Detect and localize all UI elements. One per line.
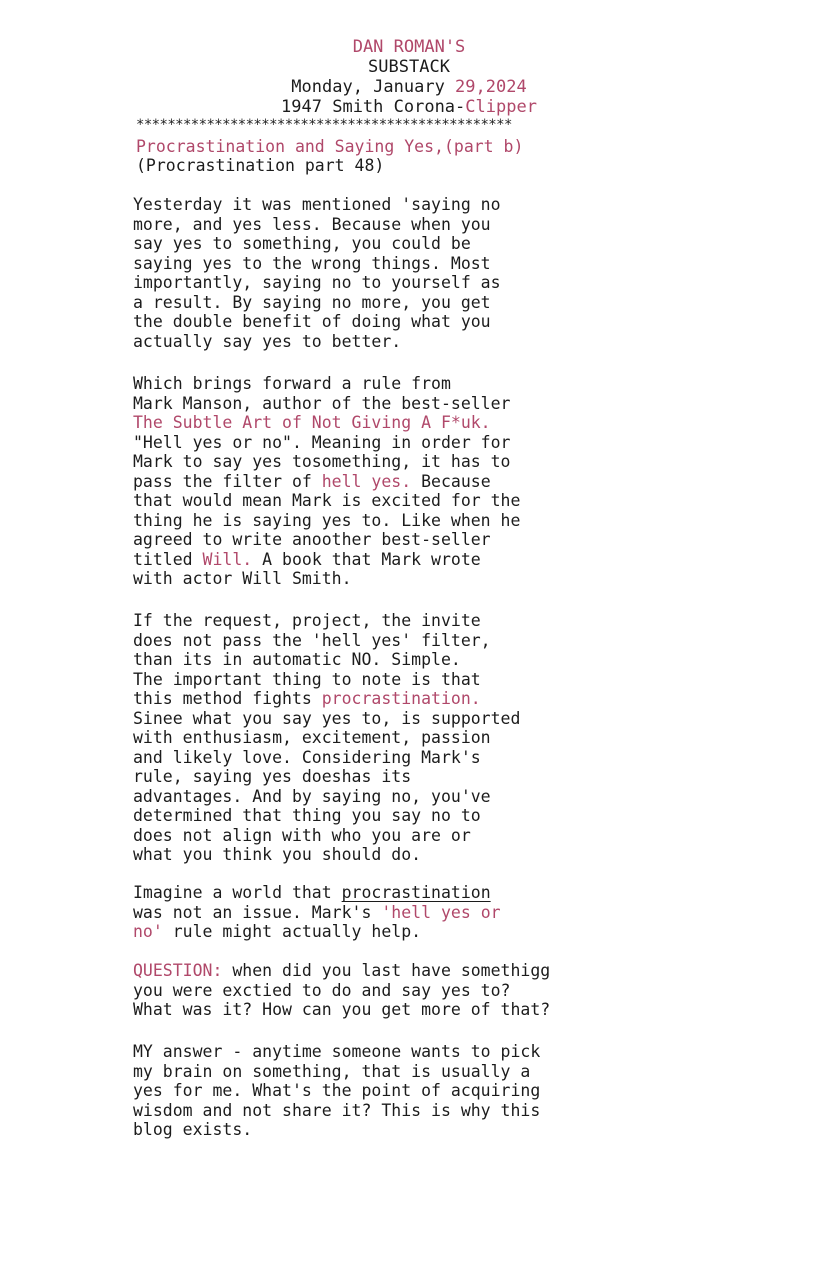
post-title-main: Procrastination and Saying Yes,(part b) <box>136 137 524 156</box>
question-line: What was it? How can you get more of that? <box>133 1000 551 1019</box>
answer-line: my brain on something, that is usually a <box>133 1061 531 1081</box>
paragraph-4 <box>133 883 501 942</box>
p2-line: Mark to say yes tosomething, it has to <box>133 452 511 471</box>
paragraph-3 <box>133 611 520 865</box>
p1-line: the double benefit of doing what you <box>133 312 491 331</box>
answer-line: MY answer - anytime someone wants to pick <box>133 1042 541 1061</box>
machine-prefix: 1947 Smith Corona- <box>281 97 466 117</box>
book-title: The Subtle Art of Not Giving A F*uk. <box>133 413 491 432</box>
p3-line: what you think you should do. <box>133 845 422 864</box>
answer-line: wisdom and not share it? This is why this <box>133 1100 541 1120</box>
paragraph-2 <box>133 374 520 589</box>
question-label: QUESTION: <box>133 961 223 980</box>
machine-suffix: Clipper <box>465 97 537 117</box>
p1-line: more, and yes less. Because when you <box>133 214 491 234</box>
p4-line: rule might actually help. <box>162 922 422 941</box>
p3-line: does not pass the 'hell yes' filter, <box>133 630 491 650</box>
procrastination-underlined: procrastination <box>341 883 491 902</box>
hell-yes-rule-highlight-end: no' <box>133 922 163 941</box>
p1-line: say yes to something, you could be <box>133 234 471 253</box>
p3-line: If the request, project, the invite <box>133 611 481 630</box>
p3-line: this method fights <box>133 689 322 708</box>
post-title-sub: (Procrastination part 48) <box>136 156 385 175</box>
p2-line: Mark Manson, author of the best-seller <box>133 393 511 413</box>
p3-line: does not align with who you are or <box>133 825 471 845</box>
p2-line: with actor Will Smith. <box>133 569 352 588</box>
p2-line: Because <box>411 471 491 491</box>
p4-line: was not an issue. Mark's <box>133 902 382 922</box>
paragraph-answer <box>133 1042 540 1140</box>
p2-line: agreed to write anoother best-seller <box>133 530 491 549</box>
p2-line: pass the filter of <box>133 471 322 491</box>
paragraph-question <box>133 961 550 1020</box>
paragraph-1 <box>133 195 501 351</box>
p3-line: The important thing to note is that <box>133 669 481 689</box>
publication-line: SUBSTACK <box>368 57 450 77</box>
star-separator: ************************************************ <box>136 117 512 133</box>
p1-line: actually say yes to better. <box>133 331 402 351</box>
question-line: when did you last have somethigg <box>222 961 551 980</box>
p2-line: Which brings forward a rule from <box>133 374 451 393</box>
p1-line: a result. By saying no more, you get <box>133 292 491 312</box>
p1-line: Yesterday it was mentioned 'saying no <box>133 195 501 214</box>
p2-line: titled <box>133 549 203 569</box>
p4-line: Imagine a world that <box>133 883 342 902</box>
p3-line: than its in automatic NO. Simple. <box>133 650 461 669</box>
hell-yes-rule-highlight: 'hell yes or <box>381 902 501 922</box>
p2-line: thing he is saying yes to. Like when he <box>133 510 521 530</box>
will-book-title: Will. <box>202 549 253 569</box>
date-value: 29,2024 <box>455 77 527 97</box>
post-title <box>136 137 523 175</box>
brand-line: DAN ROMAN'S <box>352 37 466 57</box>
p2-line: A book that Mark wrote <box>252 549 481 569</box>
answer-line: yes for me. What's the point of acquiring <box>133 1081 541 1100</box>
p1-line: importantly, saying no to yourself as <box>133 273 501 292</box>
date-prefix: Monday, January <box>291 77 456 97</box>
p3-line: Sinee what you say yes to, is supported <box>133 708 521 728</box>
p1-line: saying yes to the wrong things. Most <box>133 253 491 273</box>
p3-line: with enthusiasm, excitement, passion <box>133 728 491 747</box>
p3-line: rule, saying yes doeshas its <box>133 767 412 786</box>
hell-yes-highlight: hell yes. <box>321 471 412 491</box>
p3-line: advantages. And by saying no, you've <box>133 786 491 806</box>
procrastination-highlight: procrastination. <box>321 689 481 708</box>
machine-line <box>0 97 818 117</box>
p2-line: "Hell yes or no". Meaning in order for <box>133 432 511 452</box>
p3-line: determined that thing you say no to <box>133 806 481 825</box>
p3-line: and likely love. Considering Mark's <box>133 747 481 767</box>
answer-line: blog exists. <box>133 1120 253 1139</box>
date-line <box>0 77 818 97</box>
p2-line: that would mean Mark is excited for the <box>133 491 521 510</box>
question-line: you were exctied to do and say yes to? <box>133 980 511 1000</box>
